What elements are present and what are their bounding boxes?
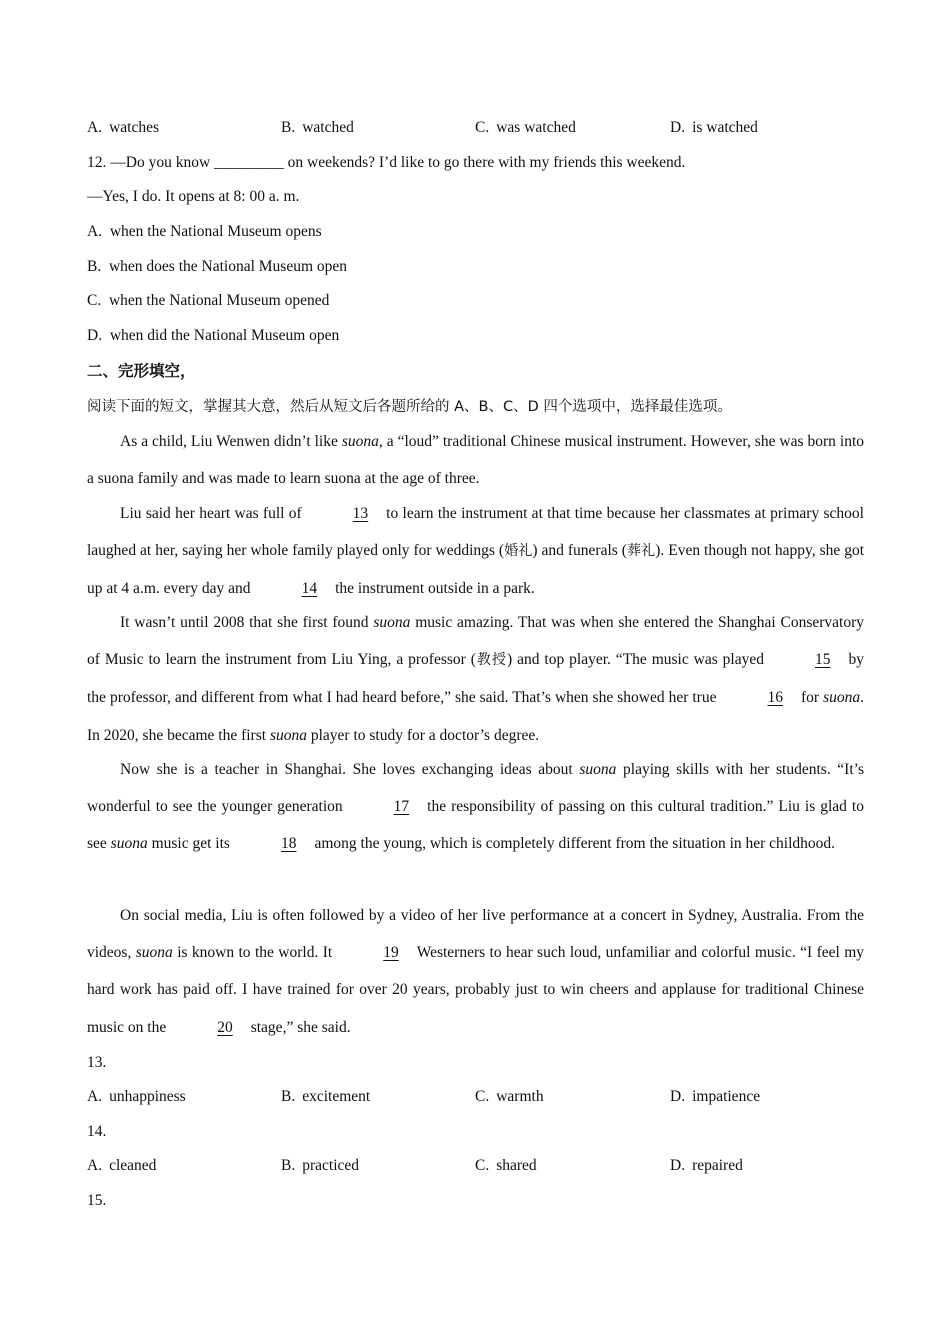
q12-option-d[interactable]: D. when did the National Museum open bbox=[87, 327, 340, 344]
q11-option-d[interactable]: D. is watched bbox=[670, 119, 758, 136]
q12-reply: —Yes, I do. It opens at 8: 00 a. m. bbox=[87, 188, 300, 205]
suona-term: suona bbox=[823, 689, 861, 707]
q12-option-a[interactable]: A. when the National Museum opens bbox=[87, 223, 322, 240]
blank-14: 14 bbox=[301, 580, 318, 598]
suona-term: suona bbox=[341, 433, 379, 450]
passage-paragraph-2: Liu said her heart was full of 13 to learn the instrument at that time because her classmates at primary school laughed at her, saying her whole family played only for weddings (婚礼) and funerals (葬礼). Even though not happy, she got up at 4 a.m. every day and 14 the instrument outside in a park. bbox=[87, 495, 864, 608]
blank-16: 16 bbox=[767, 689, 783, 707]
q14-option-b[interactable]: B. practiced bbox=[281, 1157, 360, 1174]
suona-term: suona bbox=[110, 835, 148, 853]
blank-17: 17 bbox=[393, 798, 410, 816]
q11-option-c[interactable]: C. was watched bbox=[475, 119, 576, 136]
suona-term: suona bbox=[269, 726, 307, 744]
suona-term: suona bbox=[579, 761, 617, 778]
q12-stem: 12. —Do you know _________ on weekends? I’d like to go there with my friends this weekend. bbox=[87, 154, 686, 171]
q14-option-c[interactable]: C. shared bbox=[475, 1157, 537, 1174]
passage-paragraph-1: As a child, Liu Wenwen didn’t like suona, a “loud” traditional Chinese musical instrument. However, she was born into a suona family and was made to learn suona at the age of three. bbox=[87, 433, 865, 488]
passage-paragraph-4: Now she is a teacher in Shanghai. She loves exchanging ideas about suona playing skills with her students. “It’s wonderful to see the younger generation 17 the responsibility of passing on this cultural tradition.” Liu is glad to see suona music get its 18 among the young, which is completely different from the situation in her childhood. bbox=[87, 751, 864, 863]
q11-options-row bbox=[87, 118, 864, 138]
q14-number: 14. bbox=[87, 1123, 107, 1140]
q12-option-c[interactable]: C. when the National Museum opened bbox=[87, 292, 330, 309]
passage-paragraph-3: It wasn’t until 2008 that she first found suona music amazing. That was when she entered the Shanghai Conservatory of Music to learn the instrument from Liu Ying, a professor (教授) and top player. “The music was played 15 by the professor, and different from what I had heard before,” she said. That’s when she showed her true 16 for suona. In 2020, she became the first suona player to study for a doctor’s degree. bbox=[87, 614, 864, 744]
q13-number: 13. bbox=[87, 1054, 107, 1071]
q13-option-b[interactable]: B. excitement bbox=[281, 1088, 371, 1105]
q13-options-row bbox=[87, 1087, 864, 1107]
blank-20: 20 bbox=[217, 1018, 233, 1036]
q14-options-row bbox=[87, 1156, 864, 1176]
blank-15: 15 bbox=[815, 651, 831, 669]
blank-13: 13 bbox=[352, 505, 369, 522]
professor-cn: 教授 bbox=[475, 652, 508, 669]
q14-option-a[interactable]: A. cleaned bbox=[87, 1157, 157, 1174]
suona-term: suona bbox=[135, 944, 173, 962]
suona-term: suona bbox=[373, 614, 411, 631]
q13-option-d[interactable]: D. impatience bbox=[670, 1088, 761, 1105]
q14-option-d[interactable]: D. repaired bbox=[670, 1157, 743, 1174]
passage-paragraph-5: On social media, Liu is often followed by a video of her live performance at a concert in Sydney, Australia. From the videos, suona is known to the world. It 19 Westerners to hear such loud, unfamiliar and colorful music. “I feel my hard work has paid off. I have trained for over 20 years, probably just to win cheers and applause for traditional Chinese music on the 20 stage,” she said. bbox=[87, 897, 864, 1046]
q13-option-a[interactable]: A. unhappiness bbox=[87, 1088, 186, 1105]
section-heading: 二、完形填空， bbox=[87, 362, 196, 380]
q11-option-b[interactable]: B. watched bbox=[281, 119, 354, 136]
q13-option-c[interactable]: C. warmth bbox=[475, 1088, 544, 1105]
weddings-cn: 婚礼 bbox=[504, 543, 533, 560]
q12-option-b[interactable]: B. when does the National Museum open bbox=[87, 258, 348, 275]
section-instruction: 阅读下面的短文，掌握其大意，然后从短文后各题所给的 A、B、C、D 四个选项中，选择最佳选项。 bbox=[87, 399, 732, 415]
blank-18: 18 bbox=[280, 835, 297, 853]
q11-option-a[interactable]: A. watches bbox=[87, 119, 159, 136]
blank-19: 19 bbox=[383, 944, 399, 962]
funerals-cn: 葬礼 bbox=[626, 543, 656, 560]
q15-number: 15. bbox=[87, 1192, 107, 1209]
